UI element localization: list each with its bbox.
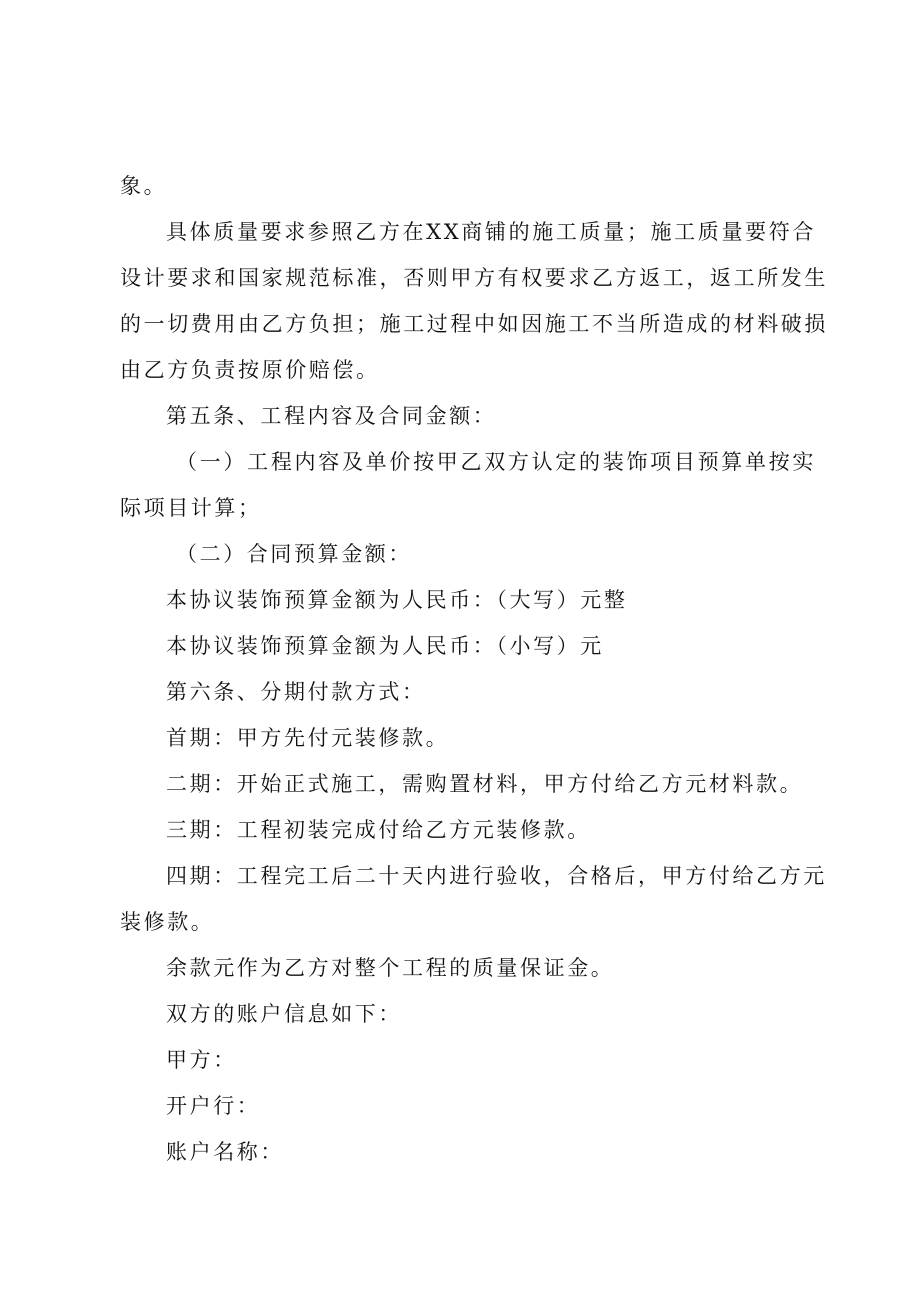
paragraph-line-2: 具体质量要求参照乙方在XX商铺的施工质量；施工质量要符合 (166, 220, 816, 244)
party-a-label: 甲方： (166, 1048, 237, 1072)
bank-label: 开户行： (166, 1094, 261, 1118)
account-name-label: 账户名称： (166, 1140, 284, 1164)
payment-phase-1: 首期：甲方先付元装修款。 (166, 726, 450, 750)
payment-phase-4-continued: 装修款。 (120, 910, 215, 934)
section-heading-article-5: 第五条、工程内容及合同金额： (166, 404, 497, 428)
paragraph-line-3: 设计要求和国家规范标准，否则甲方有权要求乙方返工，返工所发生 (120, 266, 828, 290)
paragraph-line-8: 际项目计算； (120, 496, 262, 520)
account-info-heading: 双方的账户信息如下： (166, 1002, 402, 1026)
payment-phase-4: 四期：工程完工后二十天内进行验收，合格后，甲方付给乙方元 (166, 864, 827, 888)
payment-phase-2: 二期：开始正式施工，需购置材料，甲方付给乙方元材料款。 (166, 772, 804, 796)
budget-amount-lowercase: 本协议装饰预算金额为人民币：（小写）元 (166, 634, 604, 658)
paragraph-line-5: 由乙方负责按原价赔偿。 (120, 358, 380, 382)
subheading-contract-budget: （二）合同预算金额： (176, 542, 412, 566)
paragraph-line-7: （一）工程内容及单价按甲乙双方认定的装饰项目预算单按实 (176, 450, 816, 474)
budget-amount-uppercase: 本协议装饰预算金额为人民币：（大写）元整 (166, 588, 628, 612)
section-heading-article-6: 第六条、分期付款方式： (166, 680, 426, 704)
retention-money-line: 余款元作为乙方对整个工程的质量保证金。 (166, 956, 615, 980)
payment-phase-3: 三期：工程初装完成付给乙方元装修款。 (166, 818, 591, 842)
paragraph-line-4: 的一切费用由乙方负担；施工过程中如因施工不当所造成的材料破损 (120, 312, 828, 336)
paragraph-line-1: 象。 (120, 174, 168, 198)
